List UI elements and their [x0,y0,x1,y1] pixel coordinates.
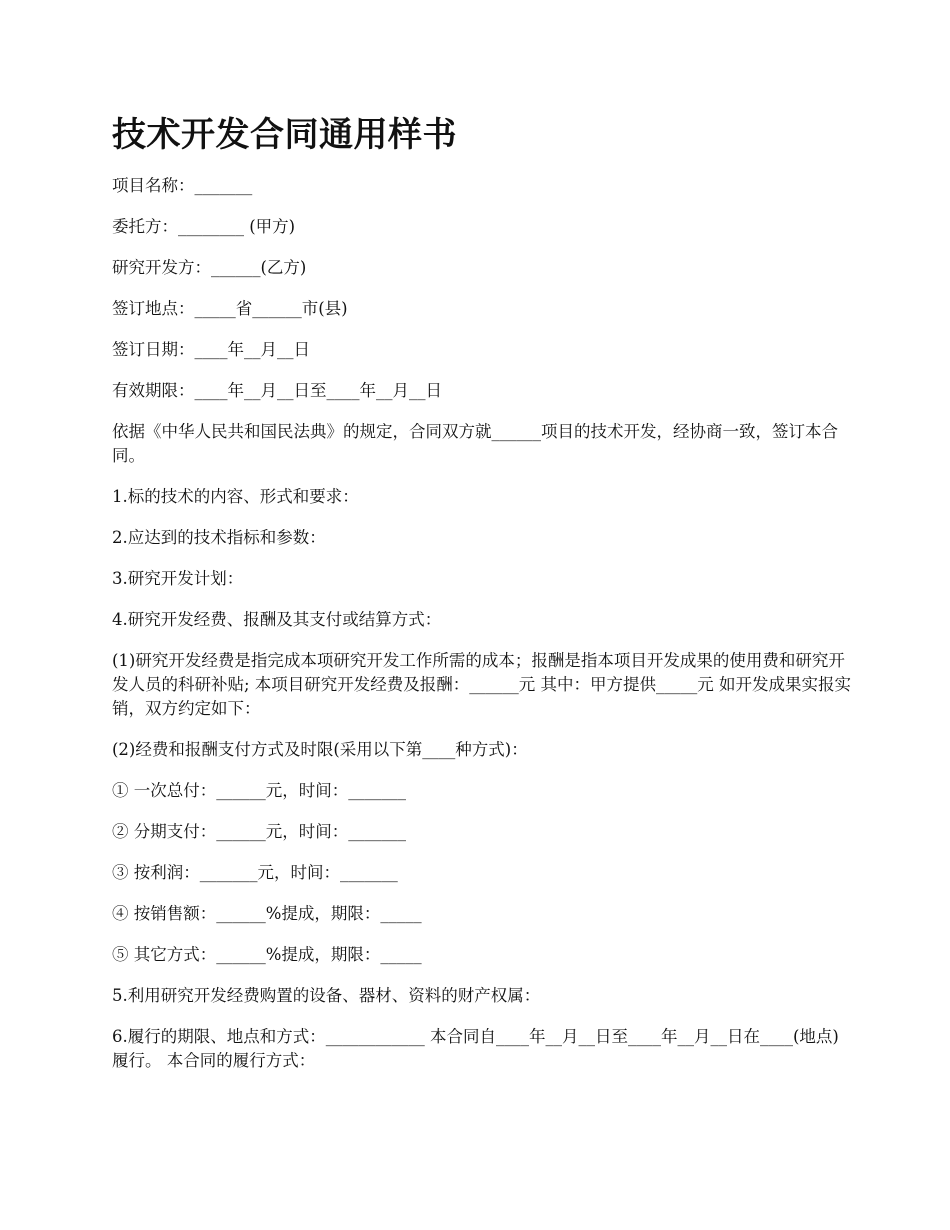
document-title: 技术开发合同通用样书 [112,115,457,155]
clause-5-heading: 5.利用研究开发经费购置的设备、器材、资料的财产权属： [112,986,541,1005]
payment-option-4: ④ 按销售额：______%提成，期限：_____ [112,904,422,923]
clause-6-paragraph: 6.履行的期限、地点和方式：____________ 本合同自____年__月__日至____年__月__日在____(地点)履行。 本合同的履行方式： [112,1027,839,1070]
clause-2-heading: 2.应达到的技术指标和参数： [112,528,326,547]
signing-date-line: 签订日期：____年__月__日 [112,340,310,359]
clause-1-heading: 1.标的技术的内容、形式和要求： [112,487,359,506]
preamble-paragraph: 依据《中华人民共和国民法典》的规定，合同双方就______项目的技术开发，经协商一致，签订本合同。 [112,422,838,465]
clause-3-heading: 3.研究开发计划： [112,569,244,588]
clause-4-1-paragraph: (1)研究开发经费是指完成本项研究开发工作所需的成本；报酬是指本项目开发成果的使用费和研究开发人员的科研补贴; 本项目研究开发经费及报酬：______元 其中：甲方提供_____元 如开发成果实报实销，双方约定如下： [112,651,852,718]
payment-option-1: ① 一次总付：______元，时间：_______ [112,781,406,800]
document-page [112,108,852,1090]
client-party-line: 委托方：________ (甲方) [112,217,296,236]
signing-place-line: 签订地点：_____省______市(县) [112,299,348,318]
payment-option-5: ⑤ 其它方式：______%提成，期限：_____ [112,945,422,964]
clause-4-heading: 4.研究开发经费、报酬及其支付或结算方式： [112,610,442,629]
payment-option-2: ② 分期支付：______元，时间：_______ [112,822,406,841]
developer-party-line: 研究开发方：______(乙方) [112,258,307,277]
clause-4-2-paragraph: (2)经费和报酬支付方式及时限(采用以下第____种方式)： [112,740,528,759]
project-name-line: 项目名称：_______ [112,176,253,195]
payment-option-3: ③ 按利润：_______元，时间：_______ [112,863,398,882]
validity-period-line: 有效期限：____年__月__日至____年__月__日 [112,381,442,400]
